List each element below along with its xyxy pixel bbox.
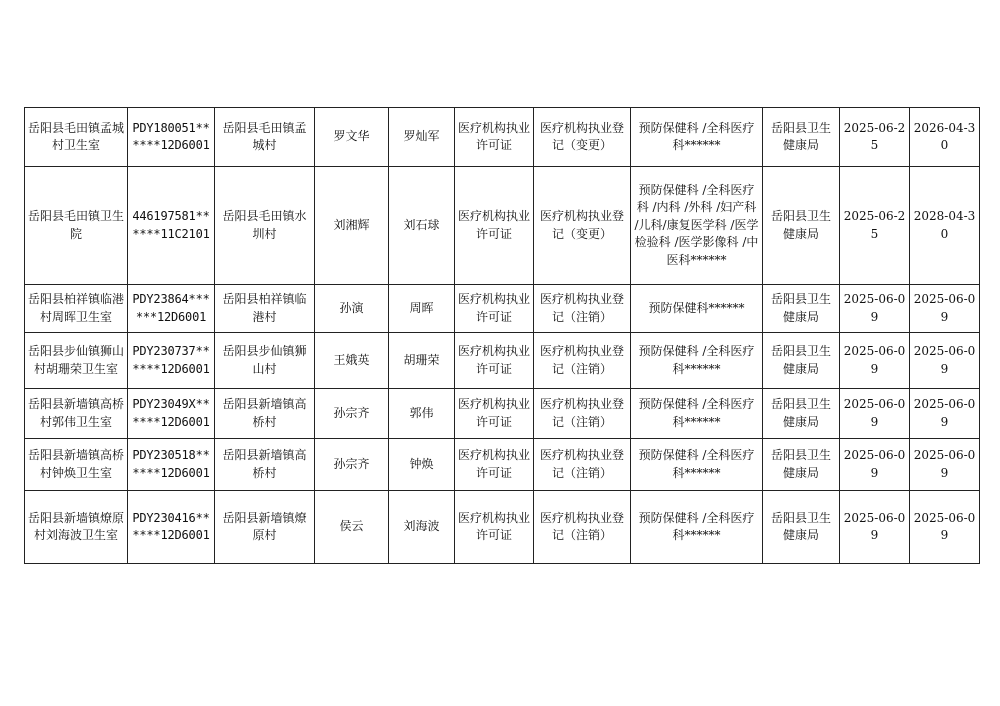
table-row bbox=[25, 285, 980, 333]
table-row bbox=[25, 491, 980, 564]
authority-cell: 岳阳县卫生健康局 bbox=[763, 491, 840, 564]
license-code-cell: PDY180051******12D6001 bbox=[128, 108, 215, 167]
registration-type-cell: 医疗机构执业登记（注销） bbox=[534, 389, 631, 439]
legal-representative-cell: 孙宗齐 bbox=[315, 389, 389, 439]
license-code-cell: PDY230737******12D6001 bbox=[128, 333, 215, 389]
institution-name-cell: 岳阳县新墙镇高桥村郭伟卫生室 bbox=[25, 389, 128, 439]
scope-cell: 预防保健科 /全科医疗科****** bbox=[631, 389, 763, 439]
authority-cell: 岳阳县卫生健康局 bbox=[763, 389, 840, 439]
authority-cell: 岳阳县卫生健康局 bbox=[763, 167, 840, 285]
principal-cell: 罗灿军 bbox=[389, 108, 455, 167]
institution-name-cell: 岳阳县毛田镇卫生院 bbox=[25, 167, 128, 285]
legal-representative-cell: 侯云 bbox=[315, 491, 389, 564]
issue-date-cell: 2025-06-09 bbox=[840, 439, 910, 491]
license-code-cell: 446197581******11C2101 bbox=[128, 167, 215, 285]
institution-name-cell: 岳阳县步仙镇狮山村胡珊荣卫生室 bbox=[25, 333, 128, 389]
address-cell: 岳阳县新墙镇高桥村 bbox=[215, 439, 315, 491]
valid-until-cell: 2025-06-09 bbox=[910, 389, 980, 439]
valid-until-cell: 2025-06-09 bbox=[910, 439, 980, 491]
registration-type-cell: 医疗机构执业登记（注销） bbox=[534, 333, 631, 389]
table-body bbox=[25, 108, 980, 564]
principal-cell: 周晖 bbox=[389, 285, 455, 333]
issue-date-cell: 2025-06-25 bbox=[840, 167, 910, 285]
scope-cell: 预防保健科 /全科医疗科 /内科 /外科 /妇产科 /儿科/康复医学科 /医学检验科 /医学影像科 /中医科****** bbox=[631, 167, 763, 285]
legal-representative-cell: 刘湘辉 bbox=[315, 167, 389, 285]
authority-cell: 岳阳县卫生健康局 bbox=[763, 333, 840, 389]
address-cell: 岳阳县柏祥镇临港村 bbox=[215, 285, 315, 333]
legal-representative-cell: 孙演 bbox=[315, 285, 389, 333]
valid-until-cell: 2025-06-09 bbox=[910, 491, 980, 564]
authority-cell: 岳阳县卫生健康局 bbox=[763, 108, 840, 167]
address-cell: 岳阳县新墙镇高桥村 bbox=[215, 389, 315, 439]
institution-name-cell: 岳阳县新墙镇燎原村刘海波卫生室 bbox=[25, 491, 128, 564]
scope-cell: 预防保健科 /全科医疗科****** bbox=[631, 333, 763, 389]
license-type-cell: 医疗机构执业许可证 bbox=[455, 439, 534, 491]
institution-name-cell: 岳阳县毛田镇孟城村卫生室 bbox=[25, 108, 128, 167]
principal-cell: 胡珊荣 bbox=[389, 333, 455, 389]
principal-cell: 钟焕 bbox=[389, 439, 455, 491]
valid-until-cell: 2025-06-09 bbox=[910, 333, 980, 389]
registration-type-cell: 医疗机构执业登记（注销） bbox=[534, 491, 631, 564]
scope-cell: 预防保健科 /全科医疗科****** bbox=[631, 108, 763, 167]
scope-cell: 预防保健科 /全科医疗科****** bbox=[631, 439, 763, 491]
registration-type-cell: 医疗机构执业登记（变更） bbox=[534, 108, 631, 167]
valid-until-cell: 2025-06-09 bbox=[910, 285, 980, 333]
license-code-cell: PDY23864******12D6001 bbox=[128, 285, 215, 333]
license-type-cell: 医疗机构执业许可证 bbox=[455, 285, 534, 333]
registration-type-cell: 医疗机构执业登记（变更） bbox=[534, 167, 631, 285]
registration-type-cell: 医疗机构执业登记（注销） bbox=[534, 285, 631, 333]
address-cell: 岳阳县步仙镇狮山村 bbox=[215, 333, 315, 389]
address-cell: 岳阳县新墙镇燎原村 bbox=[215, 491, 315, 564]
institution-name-cell: 岳阳县柏祥镇临港村周晖卫生室 bbox=[25, 285, 128, 333]
license-code-cell: PDY23049X******12D6001 bbox=[128, 389, 215, 439]
registration-type-cell: 医疗机构执业登记（注销） bbox=[534, 439, 631, 491]
license-type-cell: 医疗机构执业许可证 bbox=[455, 333, 534, 389]
license-type-cell: 医疗机构执业许可证 bbox=[455, 389, 534, 439]
license-type-cell: 医疗机构执业许可证 bbox=[455, 491, 534, 564]
authority-cell: 岳阳县卫生健康局 bbox=[763, 285, 840, 333]
table-row bbox=[25, 108, 980, 167]
valid-until-cell: 2026-04-30 bbox=[910, 108, 980, 167]
address-cell: 岳阳县毛田镇水圳村 bbox=[215, 167, 315, 285]
authority-cell: 岳阳县卫生健康局 bbox=[763, 439, 840, 491]
table-row bbox=[25, 333, 980, 389]
issue-date-cell: 2025-06-25 bbox=[840, 108, 910, 167]
legal-representative-cell: 王娥英 bbox=[315, 333, 389, 389]
license-code-cell: PDY230518******12D6001 bbox=[128, 439, 215, 491]
principal-cell: 刘石球 bbox=[389, 167, 455, 285]
license-code-cell: PDY230416******12D6001 bbox=[128, 491, 215, 564]
scope-cell: 预防保健科****** bbox=[631, 285, 763, 333]
issue-date-cell: 2025-06-09 bbox=[840, 333, 910, 389]
principal-cell: 郭伟 bbox=[389, 389, 455, 439]
license-type-cell: 医疗机构执业许可证 bbox=[455, 108, 534, 167]
legal-representative-cell: 孙宗齐 bbox=[315, 439, 389, 491]
table-row bbox=[25, 439, 980, 491]
table-row bbox=[25, 167, 980, 285]
issue-date-cell: 2025-06-09 bbox=[840, 491, 910, 564]
principal-cell: 刘海波 bbox=[389, 491, 455, 564]
issue-date-cell: 2025-06-09 bbox=[840, 285, 910, 333]
institution-name-cell: 岳阳县新墙镇高桥村钟焕卫生室 bbox=[25, 439, 128, 491]
scope-cell: 预防保健科 /全科医疗科****** bbox=[631, 491, 763, 564]
issue-date-cell: 2025-06-09 bbox=[840, 389, 910, 439]
table-row bbox=[25, 389, 980, 439]
legal-representative-cell: 罗文华 bbox=[315, 108, 389, 167]
license-records-table bbox=[24, 107, 980, 564]
valid-until-cell: 2028-04-30 bbox=[910, 167, 980, 285]
license-type-cell: 医疗机构执业许可证 bbox=[455, 167, 534, 285]
address-cell: 岳阳县毛田镇孟城村 bbox=[215, 108, 315, 167]
